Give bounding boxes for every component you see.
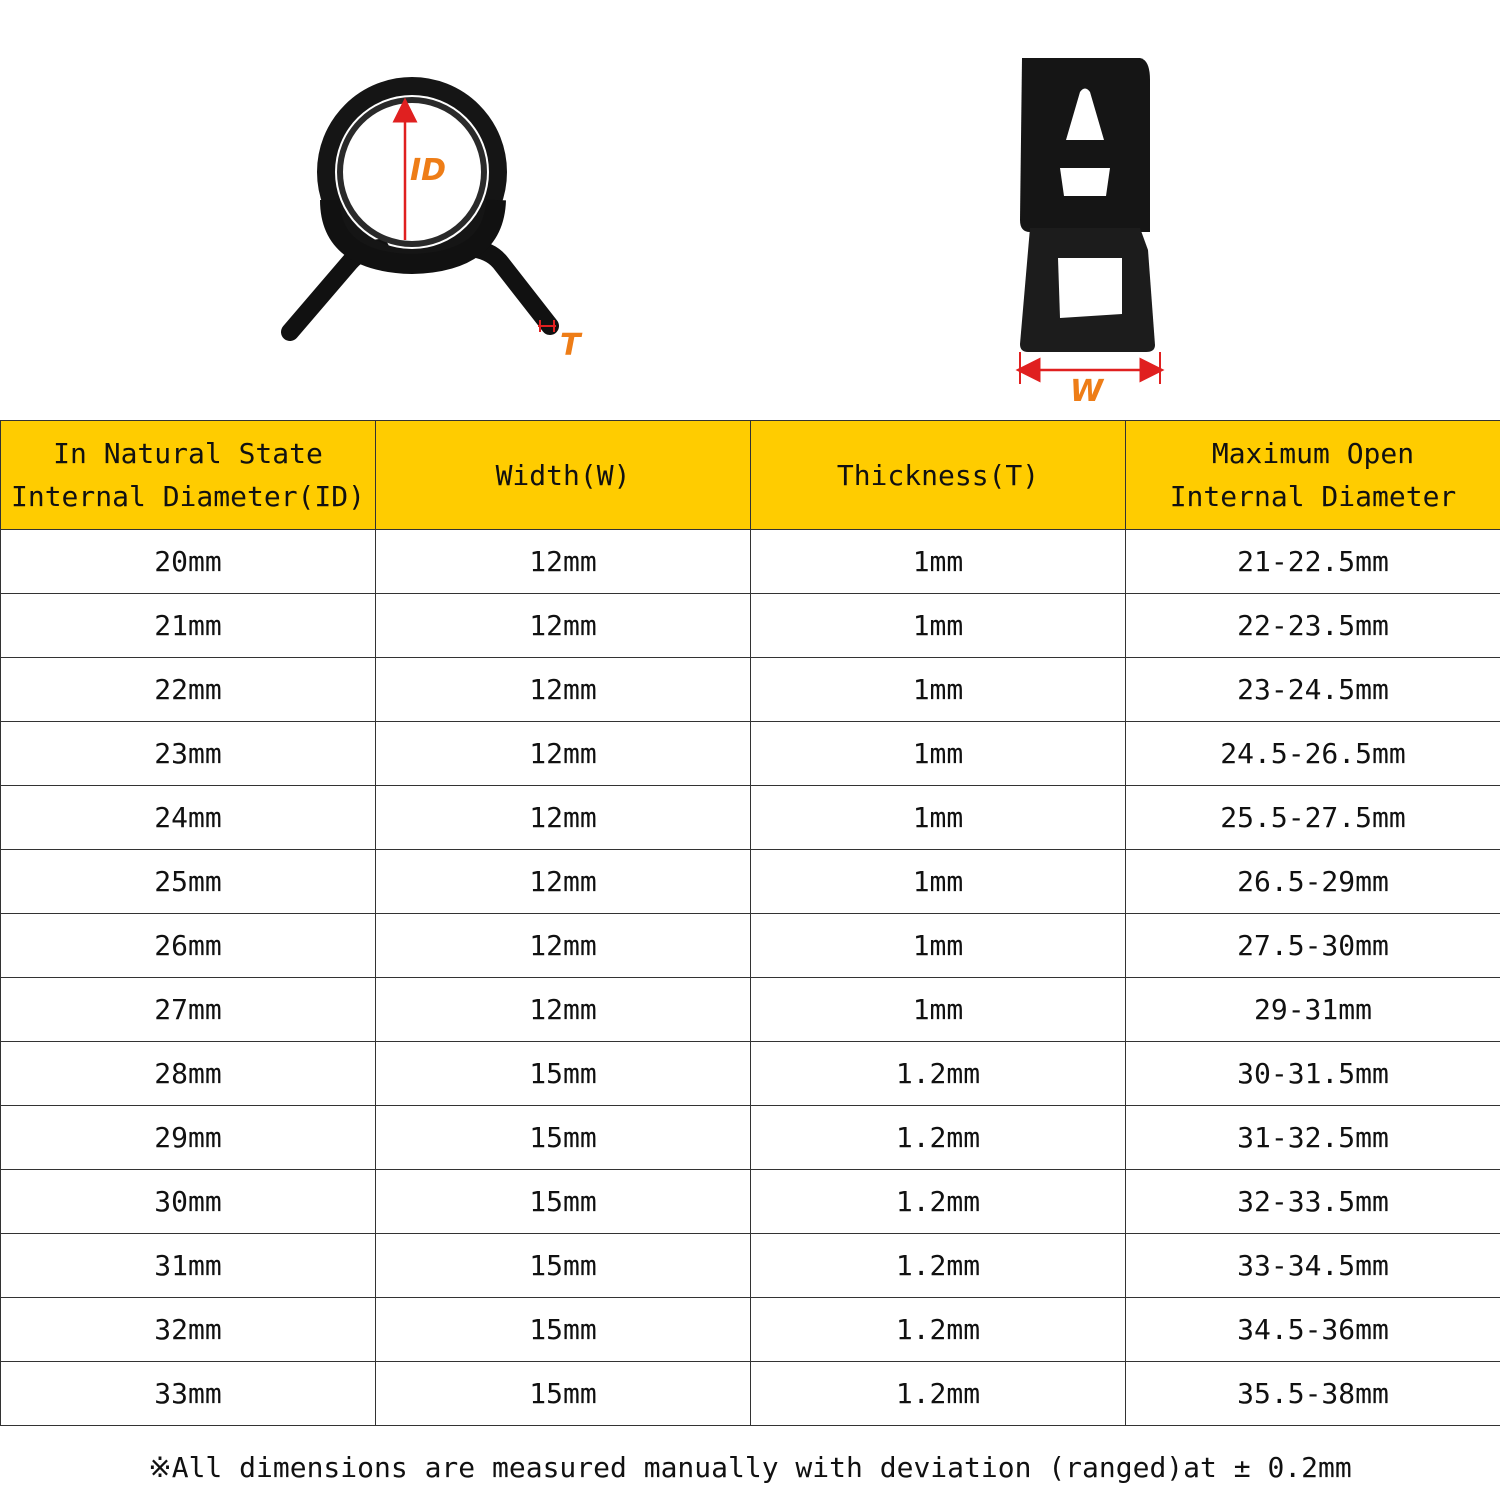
cell-thickness: 1mm bbox=[751, 978, 1126, 1042]
table-row bbox=[1, 658, 1500, 722]
cell-thickness: 1.2mm bbox=[751, 1234, 1126, 1298]
cell-width: 12mm bbox=[376, 658, 751, 722]
cell-width: 15mm bbox=[376, 1234, 751, 1298]
thickness-label: T bbox=[560, 328, 581, 363]
cell-thickness: 1mm bbox=[751, 594, 1126, 658]
cell-internal-diameter: 25mm bbox=[1, 850, 376, 914]
cell-internal-diameter: 30mm bbox=[1, 1170, 376, 1234]
table-row bbox=[1, 914, 1500, 978]
cell-internal-diameter: 26mm bbox=[1, 914, 376, 978]
cell-max-open-diameter: 22-23.5mm bbox=[1126, 594, 1500, 658]
cell-thickness: 1.2mm bbox=[751, 1298, 1126, 1362]
cell-thickness: 1.2mm bbox=[751, 1362, 1126, 1426]
cell-width: 12mm bbox=[376, 978, 751, 1042]
table-row bbox=[1, 722, 1500, 786]
header-internal-diameter: In Natural State Internal Diameter(ID) bbox=[1, 421, 376, 530]
table-row bbox=[1, 1298, 1500, 1362]
cell-max-open-diameter: 32-33.5mm bbox=[1126, 1170, 1500, 1234]
cell-thickness: 1mm bbox=[751, 914, 1126, 978]
cell-max-open-diameter: 21-22.5mm bbox=[1126, 530, 1500, 594]
cell-internal-diameter: 22mm bbox=[1, 658, 376, 722]
cell-width: 15mm bbox=[376, 1362, 751, 1426]
cell-thickness: 1mm bbox=[751, 530, 1126, 594]
cell-width: 15mm bbox=[376, 1042, 751, 1106]
cell-max-open-diameter: 23-24.5mm bbox=[1126, 658, 1500, 722]
cell-width: 12mm bbox=[376, 594, 751, 658]
cell-width: 12mm bbox=[376, 530, 751, 594]
cell-max-open-diameter: 25.5-27.5mm bbox=[1126, 786, 1500, 850]
cell-max-open-diameter: 35.5-38mm bbox=[1126, 1362, 1500, 1426]
cell-internal-diameter: 29mm bbox=[1, 1106, 376, 1170]
cell-thickness: 1.2mm bbox=[751, 1170, 1126, 1234]
cell-thickness: 1mm bbox=[751, 786, 1126, 850]
table-row bbox=[1, 1170, 1500, 1234]
cell-width: 15mm bbox=[376, 1106, 751, 1170]
lower-window bbox=[1058, 258, 1122, 318]
cell-internal-diameter: 27mm bbox=[1, 978, 376, 1042]
cell-internal-diameter: 31mm bbox=[1, 1234, 376, 1298]
product-figure bbox=[0, 0, 1500, 420]
header-thickness: Thickness(T) bbox=[751, 421, 1126, 530]
cell-thickness: 1mm bbox=[751, 658, 1126, 722]
cell-max-open-diameter: 27.5-30mm bbox=[1126, 914, 1500, 978]
table-row bbox=[1, 1042, 1500, 1106]
table-row bbox=[1, 1106, 1500, 1170]
cell-thickness: 1.2mm bbox=[751, 1042, 1126, 1106]
table-row bbox=[1, 1362, 1500, 1426]
width-label: W bbox=[1070, 374, 1104, 409]
cell-width: 12mm bbox=[376, 786, 751, 850]
header-width: Width(W) bbox=[376, 421, 751, 530]
cell-max-open-diameter: 26.5-29mm bbox=[1126, 850, 1500, 914]
table-body bbox=[1, 530, 1500, 1426]
id-label: ID bbox=[410, 153, 447, 188]
cell-internal-diameter: 20mm bbox=[1, 530, 376, 594]
clamp-front-view bbox=[1020, 58, 1160, 384]
table-row bbox=[1, 978, 1500, 1042]
cell-thickness: 1mm bbox=[751, 722, 1126, 786]
cell-max-open-diameter: 31-32.5mm bbox=[1126, 1106, 1500, 1170]
cell-max-open-diameter: 30-31.5mm bbox=[1126, 1042, 1500, 1106]
cell-thickness: 1mm bbox=[751, 850, 1126, 914]
clamp-side-view bbox=[290, 86, 556, 332]
cell-width: 12mm bbox=[376, 850, 751, 914]
cell-max-open-diameter: 29-31mm bbox=[1126, 978, 1500, 1042]
cell-width: 12mm bbox=[376, 914, 751, 978]
cell-internal-diameter: 24mm bbox=[1, 786, 376, 850]
table-row bbox=[1, 850, 1500, 914]
cell-max-open-diameter: 24.5-26.5mm bbox=[1126, 722, 1500, 786]
cell-width: 15mm bbox=[376, 1170, 751, 1234]
cell-internal-diameter: 32mm bbox=[1, 1298, 376, 1362]
table-header-row bbox=[1, 421, 1500, 530]
cell-internal-diameter: 33mm bbox=[1, 1362, 376, 1426]
spring-clamp-illustrations bbox=[0, 0, 1500, 420]
spec-table bbox=[0, 420, 1500, 1426]
cell-width: 12mm bbox=[376, 722, 751, 786]
cell-max-open-diameter: 33-34.5mm bbox=[1126, 1234, 1500, 1298]
table-row bbox=[1, 1234, 1500, 1298]
middle-slot bbox=[1060, 168, 1110, 196]
cell-thickness: 1.2mm bbox=[751, 1106, 1126, 1170]
footnote: ※All dimensions are measured manually with deviation (ranged)at ± 0.2mm bbox=[148, 1451, 1352, 1484]
cell-internal-diameter: 28mm bbox=[1, 1042, 376, 1106]
table-row bbox=[1, 786, 1500, 850]
table-row bbox=[1, 594, 1500, 658]
table-row bbox=[1, 530, 1500, 594]
cell-internal-diameter: 21mm bbox=[1, 594, 376, 658]
cell-max-open-diameter: 34.5-36mm bbox=[1126, 1298, 1500, 1362]
header-max-open-diameter: Maximum Open Internal Diameter bbox=[1126, 421, 1500, 530]
cell-width: 15mm bbox=[376, 1298, 751, 1362]
cell-internal-diameter: 23mm bbox=[1, 722, 376, 786]
